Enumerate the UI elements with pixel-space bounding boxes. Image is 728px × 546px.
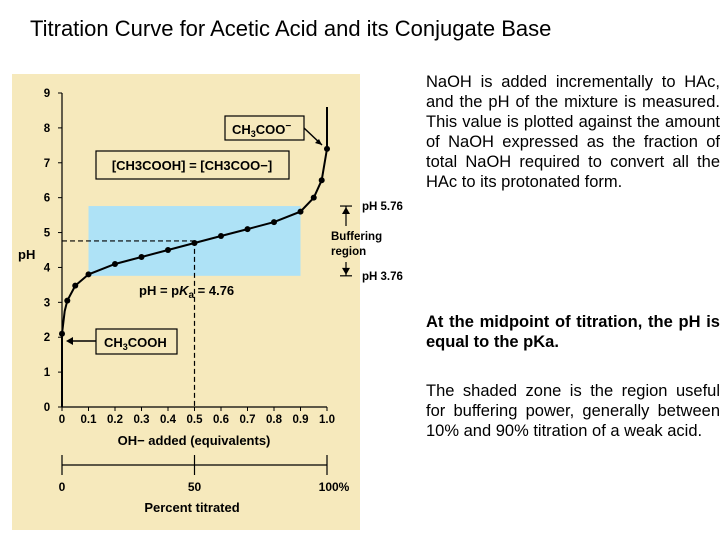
buffer-lower-label: pH 3.76 <box>362 270 403 283</box>
data-point <box>245 226 251 232</box>
slide-title: Titration Curve for Acetic Acid and its Conjugate Base <box>30 16 552 41</box>
x-axis-label: OH− added (equivalents) <box>117 433 271 448</box>
equal-conc-label: [CH3COOH] = [CH3COO−] <box>111 158 273 173</box>
midpoint-paragraph <box>426 312 720 352</box>
data-point <box>192 240 198 246</box>
y-tick-label: 3 <box>43 297 51 310</box>
data-point <box>86 271 92 277</box>
acid-label: $CH_3COOH$ <box>104 335 167 352</box>
percent-axis-label: Percent titrated <box>144 500 240 515</box>
data-point <box>72 283 78 289</box>
buffer-upper-label: pH 5.76 <box>362 201 403 214</box>
y-tick-label: 5 <box>43 227 51 240</box>
chart-panel-background <box>12 74 360 530</box>
y-tick-label: 6 <box>43 192 51 205</box>
x-tick-label: 1.0 <box>319 414 335 426</box>
data-point <box>324 146 330 152</box>
percent-tick-label: 100% <box>318 480 350 494</box>
data-point <box>311 195 317 201</box>
x-tick-label: 0.7 <box>239 414 256 426</box>
x-tick-label: 0.9 <box>292 414 309 426</box>
buffer-text: The shaded zone is the region useful for buffering power, generally between 10% and 90% titration of a weak acid. <box>426 382 720 440</box>
data-point <box>139 254 145 260</box>
buffer-region-label-line2: region <box>331 246 367 258</box>
y-tick-label: 2 <box>43 332 51 345</box>
y-axis-label: pH <box>18 247 36 262</box>
x-tick-label: 0.3 <box>133 414 150 426</box>
midpoint-label: pH = $pK_a = 4.76$ <box>139 283 235 301</box>
description-paragraph <box>426 72 720 192</box>
conjugate-base-label: $CH_3COO^-$ <box>232 121 292 139</box>
percent-tick-label: 0 <box>58 480 66 494</box>
percent-tick-label: 50 <box>187 480 202 494</box>
x-tick-label: 0.5 <box>186 414 203 426</box>
data-point <box>298 209 304 215</box>
buffer-paragraph <box>426 381 720 441</box>
data-point <box>64 298 70 304</box>
data-point <box>112 261 118 267</box>
data-point <box>218 233 224 239</box>
y-tick-label: 9 <box>43 88 51 100</box>
x-tick-label: 0.8 <box>266 414 282 426</box>
buffer-region-label-line1: Buffering <box>331 231 383 243</box>
midpoint-text: At the midpoint of titration, the pH is equal to the pKa. <box>426 313 720 351</box>
data-point <box>165 247 171 253</box>
data-point <box>59 331 65 337</box>
y-tick-label: 0 <box>43 402 51 414</box>
x-tick-label: 0 <box>58 414 66 426</box>
description-text: NaOH is added incrementally to HAc, and the pH of the mixture is measured. This value is plotted against the amount of NaOH expressed as the fraction of total NaOH required to convert all the HAc to its protonated form. <box>426 73 720 191</box>
data-point <box>319 177 325 183</box>
y-tick-label: 8 <box>43 122 51 135</box>
x-tick-label: 0.4 <box>160 414 176 426</box>
x-tick-label: 0.2 <box>107 414 123 426</box>
data-point <box>271 219 277 225</box>
y-tick-label: 7 <box>43 157 51 170</box>
x-tick-label: 0.6 <box>213 414 229 426</box>
x-tick-label: 0.1 <box>80 414 97 426</box>
y-tick-label: 1 <box>43 367 51 380</box>
y-tick-label: 4 <box>43 262 51 275</box>
